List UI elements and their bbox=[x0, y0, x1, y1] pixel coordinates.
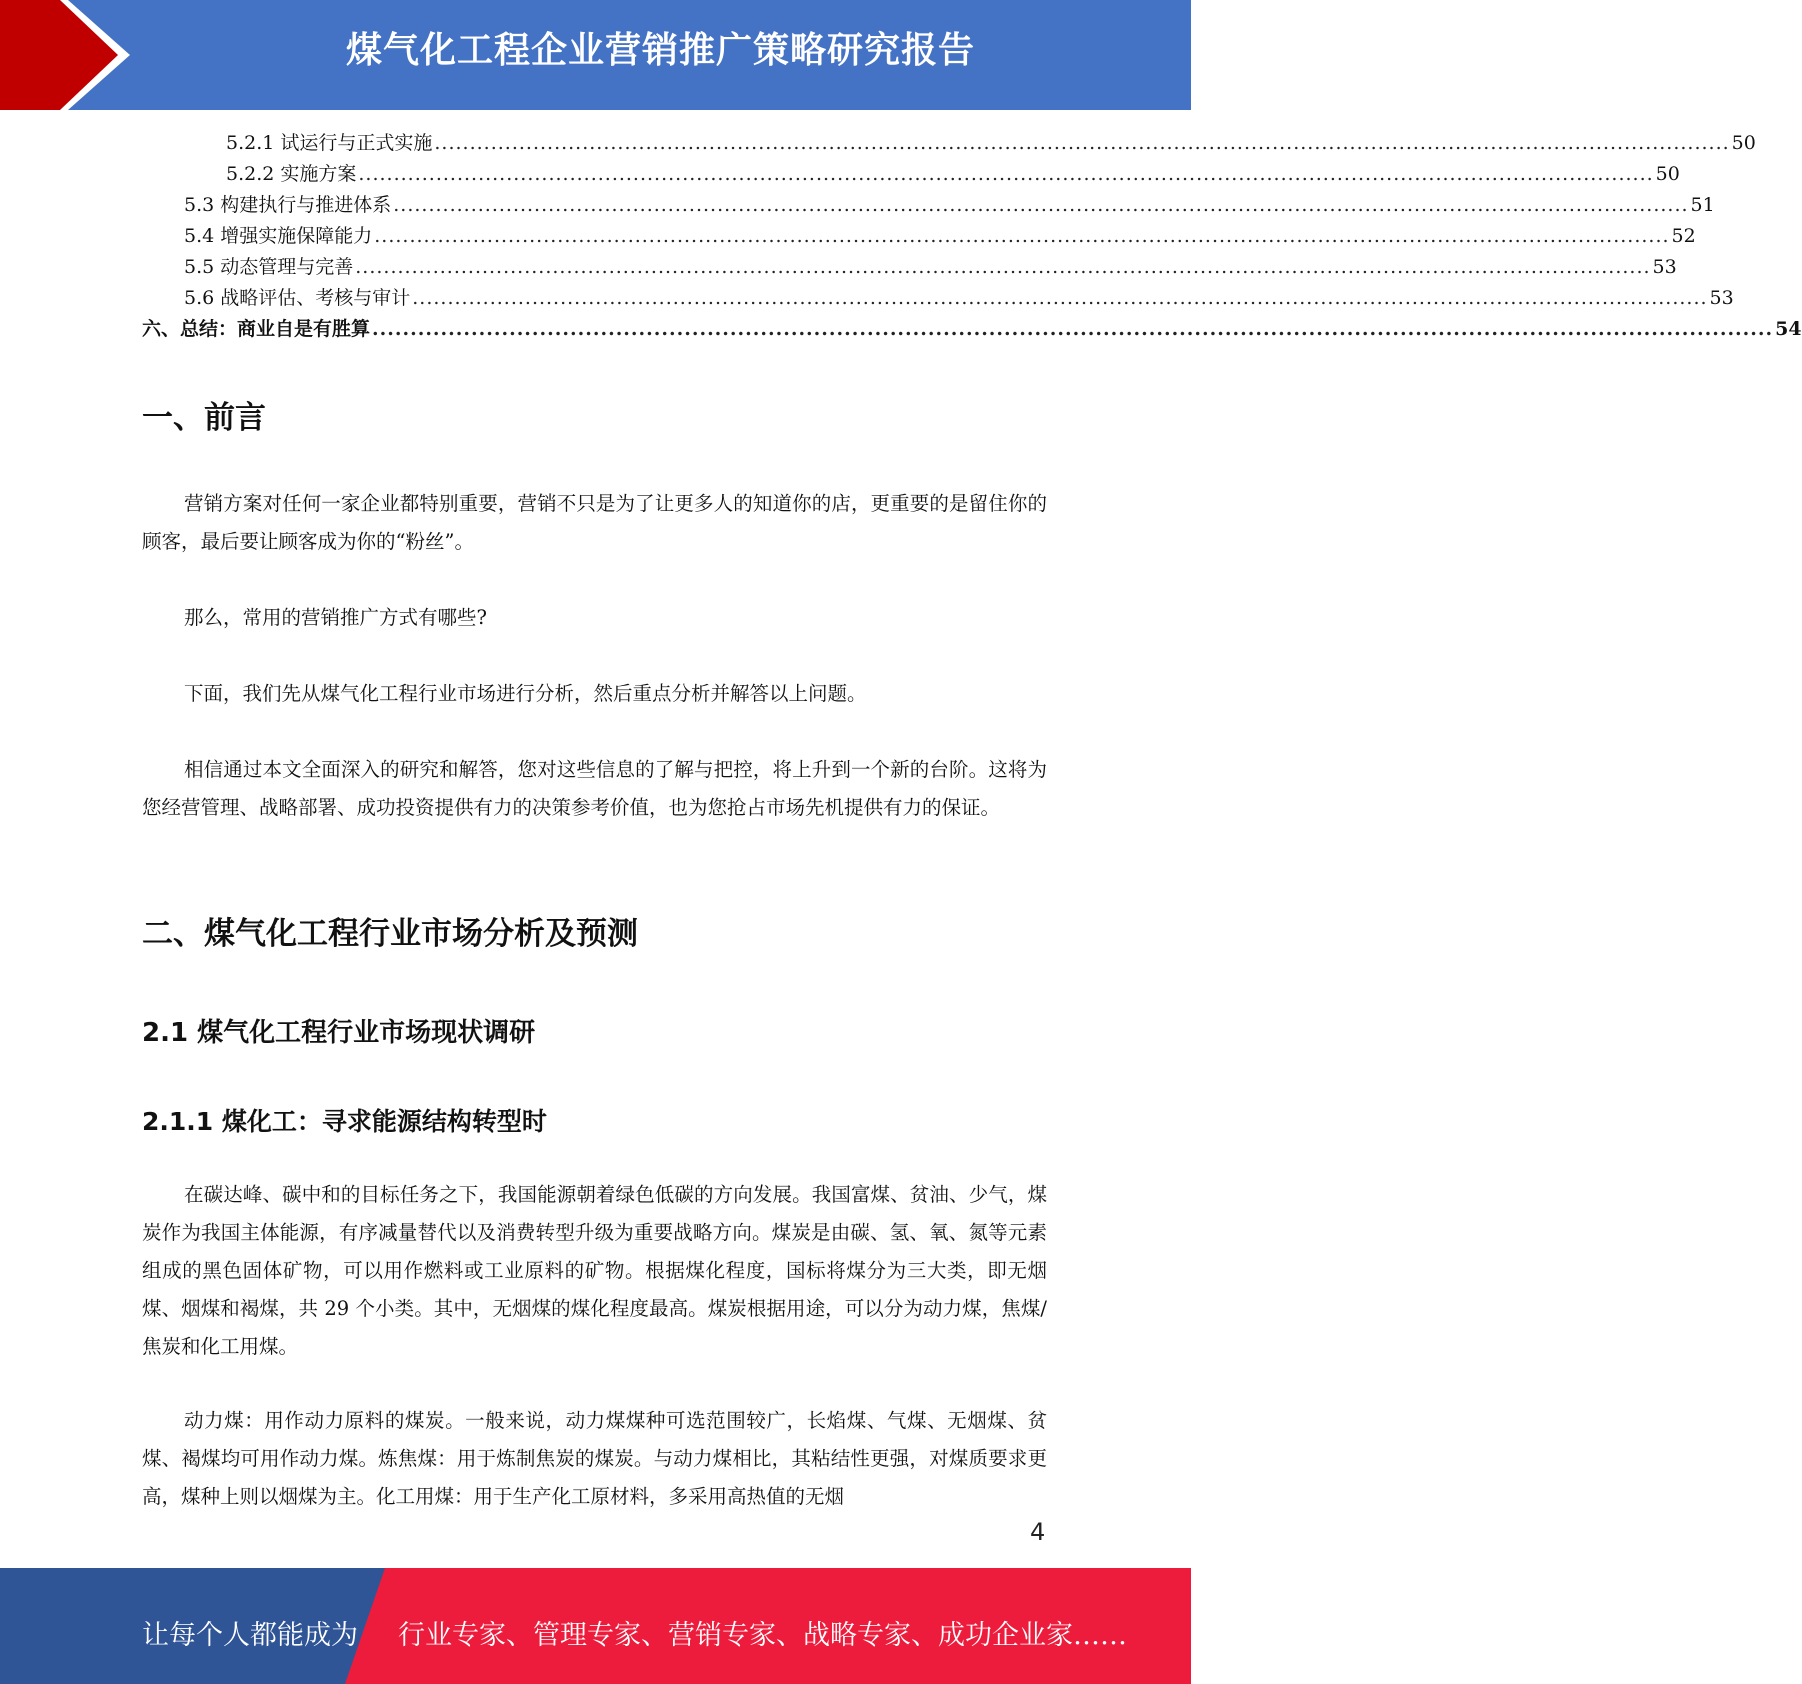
footer-slogan-left: 让每个人都能成为 bbox=[142, 1620, 358, 1651]
table-of-contents bbox=[142, 128, 1802, 345]
toc-item[interactable] bbox=[142, 283, 1734, 314]
toc-item-label: 六、总结：商业自是有胜算 bbox=[142, 318, 371, 340]
toc-leader-dots: ........................................................................................................................................................................................ bbox=[434, 132, 1730, 154]
paragraph: 在碳达峰、碳中和的目标任务之下，我国能源朝着绿色低碳的方向发展。我国富煤、贫油、少气，煤炭作为我国主体能源，有序减量替代以及消费转型升级为重要战略方向。煤炭是由碳、氢、氧、氮等元素组成的黑色固体矿物，可以用作燃料或工业原料的矿物。根据煤化程度，国标将煤分为三大类，即无烟煤、烟煤和褐煤，共 29 个小类。其中，无烟煤的煤化程度最高。煤炭根据用途，可以分为动力煤，焦煤/焦炭和化工用煤。 bbox=[142, 1183, 1047, 1358]
toc-item[interactable] bbox=[142, 128, 1756, 159]
toc-item-page: 51 bbox=[1690, 194, 1715, 216]
toc-item-label: 5.5 动态管理与完善 bbox=[184, 256, 354, 278]
paragraph: 相信通过本文全面深入的研究和解答，您对这些信息的了解与把控，将上升到一个新的台阶。这将为您经营管理、战略部署、成功投资提供有力的决策参考价值，也为您抢占市场先机提供有力的保证。 bbox=[142, 758, 1047, 819]
paragraph: 下面，我们先从煤气化工程行业市场进行分析，然后重点分析并解答以上问题。 bbox=[184, 682, 867, 705]
paragraph: 那么，常用的营销推广方式有哪些? bbox=[184, 606, 487, 629]
toc-item-label: 5.2.1 试运行与正式实施 bbox=[226, 132, 433, 154]
toc-item-page: 53 bbox=[1709, 287, 1734, 309]
page-footer bbox=[0, 1568, 1191, 1684]
toc-leader-dots: ........................................................................................................................................................................................ bbox=[358, 163, 1654, 185]
toc-item[interactable] bbox=[142, 190, 1715, 221]
toc-leader-dots: ........................................................................................................................................................................................ bbox=[372, 318, 1774, 340]
toc-leader-dots: ........................................................................................................................................................................................ bbox=[393, 194, 1689, 216]
toc-leader-dots: ........................................................................................................................................................................................ bbox=[355, 256, 1651, 278]
section-heading: 二、煤气化工程行业市场分析及预测 bbox=[142, 916, 638, 952]
toc-item-page: 52 bbox=[1671, 225, 1696, 247]
page-header bbox=[0, 0, 1191, 110]
toc-item[interactable] bbox=[142, 252, 1677, 283]
toc-item-page: 50 bbox=[1731, 132, 1756, 154]
toc-item[interactable] bbox=[142, 314, 1802, 345]
section-heading: 一、前言 bbox=[142, 400, 266, 436]
page-number: 4 bbox=[1030, 1518, 1046, 1546]
toc-item-label: 5.3 构建执行与推进体系 bbox=[184, 194, 392, 216]
toc-item[interactable] bbox=[142, 221, 1696, 252]
toc-item-page: 53 bbox=[1652, 256, 1677, 278]
toc-item-label: 5.6 战略评估、考核与审计 bbox=[184, 287, 411, 309]
toc-item-page: 54 bbox=[1775, 318, 1802, 340]
paragraph: 动力煤：用作动力原料的煤炭。一般来说，动力煤煤种可选范围较广，长焰煤、气煤、无烟煤、贫煤、褐煤均可用作动力煤。炼焦煤：用于炼制焦炭的煤炭。与动力煤相比，其粘结性更强，对煤质要求更高，煤种上则以烟煤为主。化工用煤：用于生产化工原材料，多采用高热值的无烟 bbox=[142, 1409, 1047, 1508]
toc-item-label: 5.4 增强实施保障能力 bbox=[184, 225, 373, 247]
toc-item-label: 5.2.2 实施方案 bbox=[226, 163, 357, 185]
subsubsection-heading: 2.1.1 煤化工：寻求能源结构转型时 bbox=[142, 1107, 547, 1136]
toc-leader-dots: ........................................................................................................................................................................................ bbox=[412, 287, 1708, 309]
subsection-heading: 2.1 煤气化工程行业市场现状调研 bbox=[142, 1018, 536, 1048]
toc-item[interactable] bbox=[142, 159, 1680, 190]
toc-leader-dots: ........................................................................................................................................................................................ bbox=[374, 225, 1670, 247]
paragraph: 营销方案对任何一家企业都特别重要，营销不只是为了让更多人的知道你的店，更重要的是留住你的顾客，最后要让顾客成为你的“粉丝”。 bbox=[142, 492, 1047, 553]
document-title: 煤气化工程企业营销推广策略研究报告 bbox=[345, 30, 975, 71]
footer-slogan-right: 行业专家、管理专家、营销专家、战略专家、成功企业家…… bbox=[398, 1620, 1127, 1651]
toc-item-page: 50 bbox=[1655, 163, 1680, 185]
